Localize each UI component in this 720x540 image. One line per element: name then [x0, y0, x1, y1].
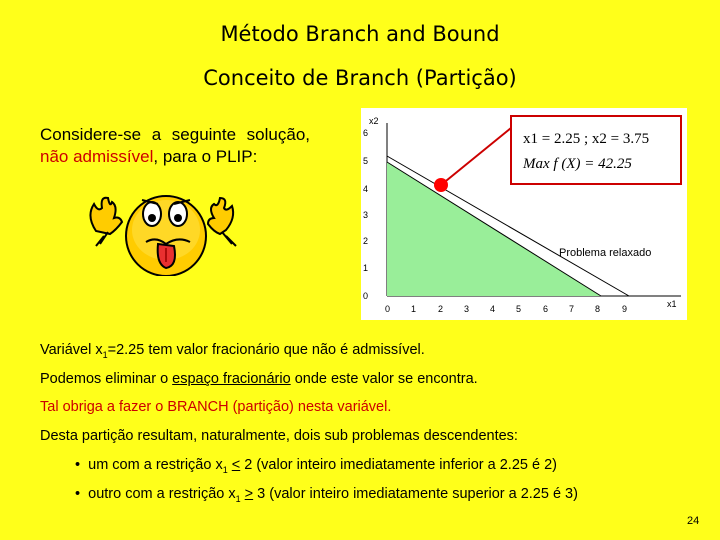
x-tick-9: 9	[622, 304, 628, 314]
x-axis-label: x1	[667, 299, 677, 309]
slide-title: Método Branch and Bound	[220, 22, 500, 46]
para1-pre: Variável x	[40, 342, 103, 358]
para1-post: =2.25 tem valor fracionário que não é admissível.	[107, 342, 425, 358]
bullet-symbol-1: •	[75, 457, 81, 473]
x-tick-8: 8	[595, 304, 601, 314]
intro-text	[40, 124, 310, 168]
y-tick-2: 2	[363, 236, 369, 246]
bullet1-sub: 1	[222, 464, 228, 475]
y-tick-5: 5	[363, 156, 369, 166]
smiley-tongue-icon	[86, 186, 256, 276]
para2-post: onde este valor se encontra.	[290, 371, 478, 387]
x-tick-3: 3	[464, 304, 470, 314]
para2-underlined: espaço fracionário	[172, 371, 291, 387]
y-tick-4: 4	[363, 184, 369, 194]
bullet-item-2	[75, 486, 578, 504]
slide-subtitle: Conceito de Branch (Partição)	[203, 66, 517, 90]
para2-pre: Podemos eliminar o	[40, 371, 173, 387]
x-tick-4: 4	[490, 304, 496, 314]
x-tick-7: 7	[569, 304, 575, 314]
feasible-region-chart	[361, 108, 687, 320]
y-tick-3: 3	[363, 210, 369, 220]
paragraph-3: Tal obriga a fazer o BRANCH (partição) nesta variável.	[40, 399, 392, 415]
y-tick-0: 0	[363, 291, 369, 301]
solution-values: x1 = 2.25 ; x2 = 3.75	[523, 131, 650, 147]
y-tick-1: 1	[363, 263, 369, 273]
bullet1-op: <	[231, 457, 241, 473]
x-tick-2: 2	[438, 304, 444, 314]
page-number: 24	[687, 515, 700, 527]
paragraph-2	[40, 371, 478, 387]
intro-text-part1: Considere-se a seguinte solução,	[40, 125, 310, 144]
solution-objective: Max f (X) = 42.25	[523, 156, 632, 172]
bullet2-pre: outro com a restrição x	[88, 486, 236, 502]
bullet2-sub: 1	[235, 493, 241, 504]
paragraph-4: Desta partição resultam, naturalmente, dois sub problemas descendentes:	[40, 428, 518, 444]
region-label: Problema relaxado	[559, 247, 652, 259]
bullet1-post: 2 (valor inteiro imediatamente inferior a 2.25 é 2)	[240, 457, 557, 473]
solution-point	[434, 178, 448, 192]
bullet-item-1	[75, 457, 557, 475]
intro-text-highlight: não admissível	[40, 147, 154, 166]
bullet2-op: >	[244, 486, 254, 502]
x-tick-6: 6	[543, 304, 549, 314]
bullet1-pre: um com a restrição x	[88, 457, 223, 473]
paragraph-1	[40, 342, 425, 360]
y-axis-label: x2	[369, 116, 379, 126]
para1-sub: 1	[102, 349, 108, 360]
bullet2-post: 3 (valor inteiro imediatamente superior a 2.25 é 3)	[253, 486, 578, 502]
x-tick-5: 5	[516, 304, 522, 314]
x-tick-0: 0	[385, 304, 391, 314]
solution-box	[511, 116, 681, 184]
bullet-symbol-2: •	[75, 486, 81, 502]
intro-text-part2: , para o PLIP:	[153, 147, 258, 166]
x-tick-1: 1	[411, 304, 417, 314]
y-tick-6: 6	[363, 128, 369, 138]
